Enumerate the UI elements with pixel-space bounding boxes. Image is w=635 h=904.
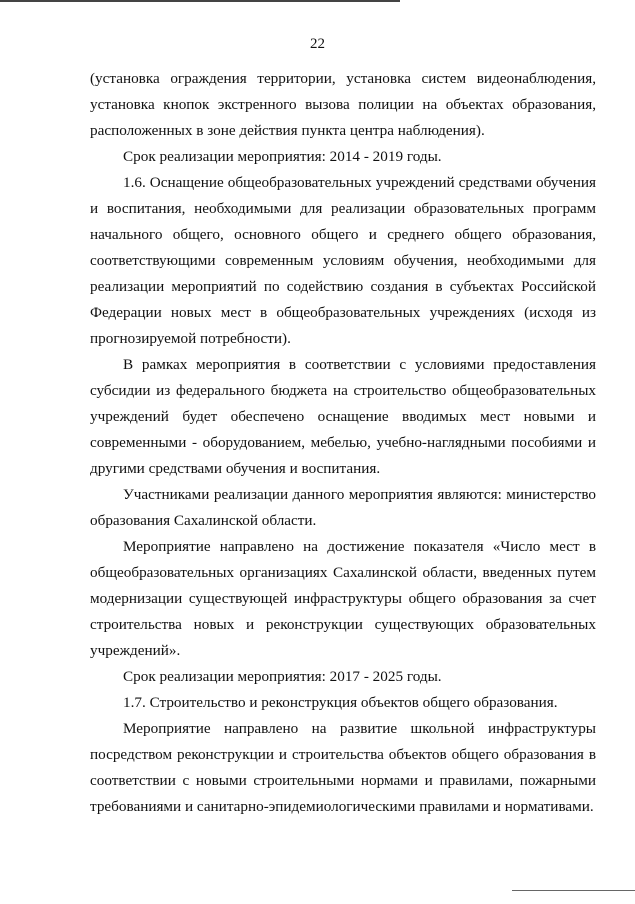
- paragraph-continuation: (установка ограждения территории, установка систем видеонаблюдения, установка кнопок экстренного вызова полиции на объектах образования, расположенных в зоне действия пункта центра наблюдения).: [90, 70, 596, 139]
- paragraph-item-1-6: 1.6. Оснащение общеобразовательных учреждений средствами обучения и воспитания, необходимыми для реализации образовательных программ начального общего, основного общего и среднего общего образования, соответствующими современным условиям обучения, необходимыми для реализации мероприятий по содействию создания в субъектах Российской Федерации новых мест в общеобразовательных учреждениях (исходя из прогнозируемой потребности).: [90, 174, 596, 347]
- paragraph-item-1-7: 1.7. Строительство и реконструкция объектов общего образования.: [123, 694, 558, 711]
- paragraph-infrastructure: Мероприятие направлено на развитие школьной инфраструктуры посредством реконструкции и строительства объектов общего образования в соответствии с новыми строительными нормами и правилами, пожарными требованиями и санитарно-эпидемиологическими правилами и нормативами.: [90, 720, 596, 815]
- paragraph-term-2017-2025: Срок реализации мероприятия: 2017 - 2025 годы.: [123, 668, 442, 685]
- paragraph-participants: Участниками реализации данного мероприятия являются: министерство образования Сахалинской области.: [90, 486, 596, 529]
- document-body: [90, 66, 596, 820]
- top-scan-rule: [0, 0, 400, 2]
- page-number: 22: [310, 36, 325, 52]
- paragraph-indicator: Мероприятие направлено на достижение показателя «Число мест в общеобразовательных организациях Сахалинской области, введенных путем модернизации существующей инфраструктуры общего образования за счет строительства новых и реконструкции существующих образовательных учреждений».: [90, 538, 596, 659]
- paragraph-subsidy: В рамках мероприятия в соответствии с условиями предоставления субсидии из федерального бюджета на строительство общеобразовательных учреждений будет обеспечено оснащение вводимых мест новыми и современными - оборудованием, мебелью, учебно-наглядными пособиями и другими средствами обучения и воспитания.: [90, 356, 596, 477]
- bottom-scan-rule: [512, 890, 635, 891]
- paragraph-term-2014-2019: Срок реализации мероприятия: 2014 - 2019 годы.: [123, 148, 442, 165]
